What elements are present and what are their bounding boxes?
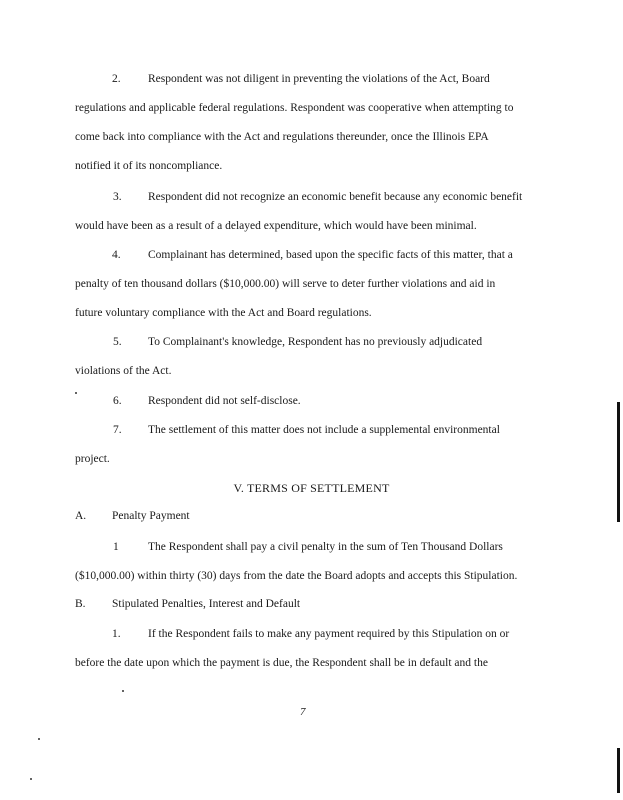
paragraph-2-number: 2. — [112, 73, 121, 85]
paragraph-5-line-2: violations of the Act. — [75, 365, 172, 377]
paragraph-2-line-3: come back into compliance with the Act and regulations thereunder, once the Illinois EPA — [75, 131, 489, 143]
paragraph-4-line-1: Complainant has determined, based upon the specific facts of this matter, that a — [148, 249, 513, 261]
subsection-b-title: Stipulated Penalties, Interest and Default — [112, 598, 301, 610]
scan-speck — [38, 738, 40, 740]
paragraph-5-line-1: To Complainant's knowledge, Respondent has no previously adjudicated — [148, 336, 483, 348]
subsection-a-title: Penalty Payment — [112, 510, 190, 522]
scan-edge-mark — [617, 402, 620, 522]
subsection-a-letter: A. — [75, 510, 87, 522]
section-heading: V. TERMS OF SETTLEMENT — [233, 481, 390, 495]
subsection-b-letter: B. — [75, 598, 86, 610]
scan-speck — [30, 778, 32, 780]
paragraph-5-number: 5. — [113, 336, 122, 348]
paragraph-2-line-1: Respondent was not diligent in preventing the violations of the Act, Board — [148, 73, 490, 85]
paragraph-b1-number: 1. — [112, 628, 121, 640]
paragraph-7-line-2: project. — [75, 453, 110, 465]
scan-speck — [122, 690, 124, 692]
paragraph-7-number: 7. — [113, 424, 122, 436]
paragraph-6-number: 6. — [113, 395, 122, 407]
paragraph-a1-line-2: ($10,000.00) within thirty (30) days from the date the Board adopts and accepts this Stipulation. — [75, 570, 518, 582]
scan-edge-mark-lower — [617, 748, 620, 793]
paragraph-a1-number: 1 — [113, 541, 119, 553]
paragraph-7-line-1: The settlement of this matter does not include a supplemental environmental — [148, 424, 500, 436]
paragraph-3-number: 3. — [113, 191, 122, 203]
paragraph-b1-line-2: before the date upon which the payment is due, the Respondent shall be in default and the — [75, 657, 488, 669]
paragraph-4-line-2: penalty of ten thousand dollars ($10,000.00) will serve to deter further violations and aid in — [75, 278, 496, 290]
paragraph-a1-line-1: The Respondent shall pay a civil penalty in the sum of Ten Thousand Dollars — [148, 541, 503, 553]
paragraph-4-line-3: future voluntary compliance with the Act and Board regulations. — [75, 307, 372, 319]
paragraph-3-line-2: would have been as a result of a delayed expenditure, which would have been minimal. — [75, 220, 477, 232]
scan-speck — [75, 392, 77, 394]
paragraph-b1-line-1: If the Respondent fails to make any payment required by this Stipulation on or — [148, 628, 510, 640]
paragraph-2-line-2: regulations and applicable federal regulations. Respondent was cooperative when attempting to — [75, 102, 514, 114]
paragraph-3-line-1: Respondent did not recognize an economic benefit because any economic benefit — [148, 191, 523, 203]
page-number: 7 — [300, 706, 306, 718]
paragraph-2-line-4: notified it of its noncompliance. — [75, 160, 223, 172]
paragraph-6-line-1: Respondent did not self-disclose. — [148, 395, 301, 407]
paragraph-4-number: 4. — [112, 249, 121, 261]
